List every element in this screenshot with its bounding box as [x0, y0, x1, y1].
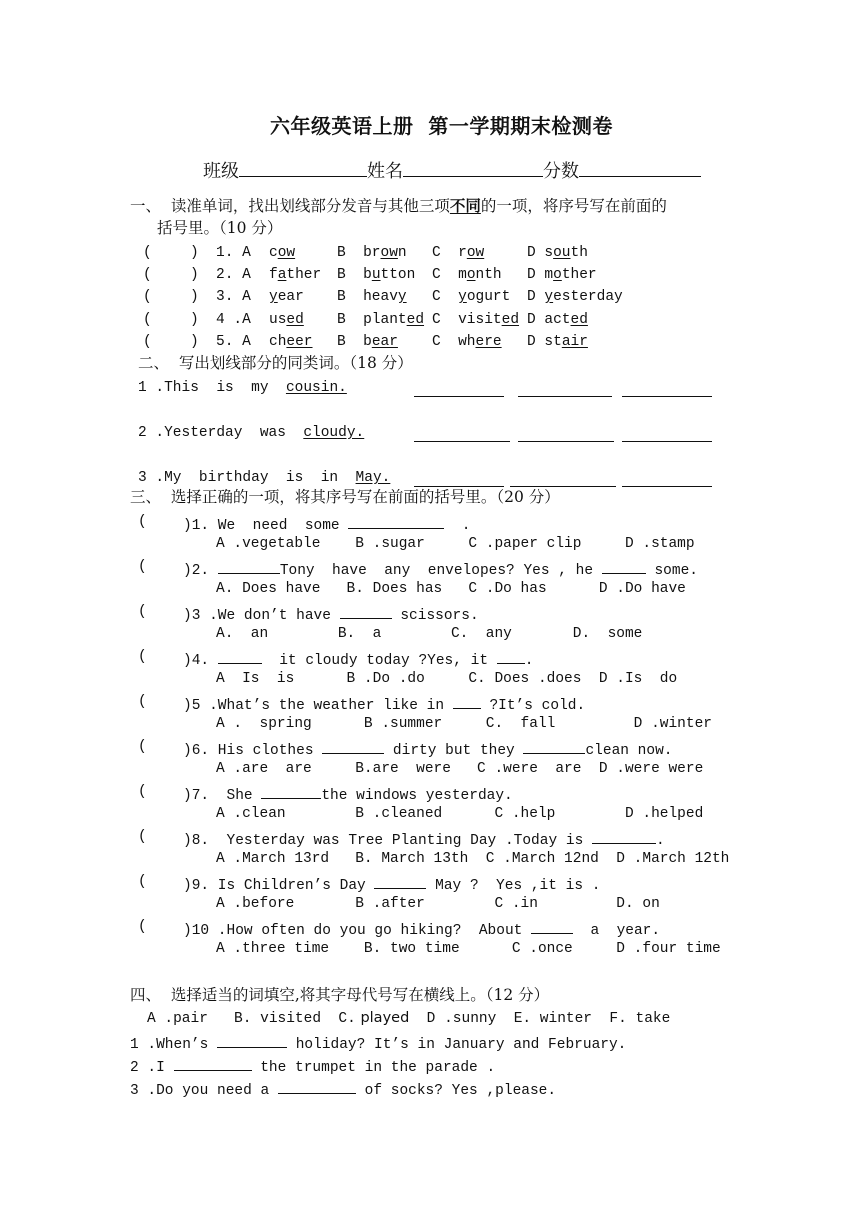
section-4-heading: 四、 选择适当的词填空,将其字母代号写在横线上。（12 分）: [130, 986, 550, 1004]
answer-blank[interactable]: [340, 602, 392, 619]
class-label: 班级: [203, 161, 239, 182]
mc-question: )7. She the windows yesterday.: [183, 782, 513, 806]
answer-blank[interactable]: [374, 872, 426, 889]
page-title: 六年级英语上册 第一学期期末检测卷: [270, 114, 613, 138]
underlined-part: air: [561, 334, 588, 350]
underlined-word: cousin.: [285, 380, 347, 396]
underlined-part: ed: [286, 312, 304, 328]
mc-options: A . spring B .summer C. fall D .winter: [216, 716, 712, 732]
underlined-part: a: [277, 267, 287, 283]
paren-open: (: [138, 694, 147, 710]
item-number: 3. A: [216, 289, 251, 305]
answer-blank[interactable]: [602, 557, 646, 574]
name-label: 姓名: [367, 161, 403, 182]
answer-slot[interactable]: [150, 917, 180, 935]
paren-close: ): [190, 267, 199, 283]
underlined-part: ear: [371, 334, 398, 350]
answer-blank[interactable]: [453, 692, 481, 709]
answer-blank[interactable]: [217, 1031, 287, 1048]
answer-blank[interactable]: [414, 425, 510, 442]
mc-options: A .are are B.are were C .were are D .were were: [216, 761, 704, 777]
underlined-part: ow: [380, 245, 398, 261]
paren-open: (: [138, 829, 147, 845]
underlined-part: y: [269, 289, 278, 305]
mc-options: A. Does have B. Does has C .Do has D .Do have: [216, 581, 686, 597]
synonym-question: 2 .Yesterday was cloudy.: [138, 425, 365, 441]
answer-blank[interactable]: [622, 425, 712, 442]
answer-slot[interactable]: [157, 334, 185, 350]
underlined-part: ow: [466, 245, 485, 261]
answer-blank[interactable]: [414, 380, 504, 397]
paren-close: ): [190, 245, 199, 261]
option: C month: [432, 267, 502, 283]
answer-blank[interactable]: [261, 782, 321, 799]
option: D acted: [527, 312, 588, 328]
mc-options: A. an B. a C. any D. some: [216, 626, 643, 642]
answer-blank[interactable]: [414, 470, 504, 487]
option: D stair: [527, 334, 588, 350]
answer-blank[interactable]: [518, 380, 612, 397]
emphasis-different: 不同: [449, 196, 481, 215]
mc-question: )9. Is Children’s Day May ? Yes ,it is .: [183, 872, 600, 896]
underlined-part: eer: [286, 334, 313, 350]
answer-blank[interactable]: [510, 470, 616, 487]
answer-blank[interactable]: [348, 512, 444, 529]
answer-slot[interactable]: [157, 289, 185, 305]
mc-options: A .three time B. two time C .once D .four time: [216, 941, 721, 957]
answer-blank[interactable]: [322, 737, 384, 754]
underlined-part: o: [553, 267, 562, 283]
paren-open: (: [138, 649, 147, 665]
option: cow: [269, 245, 296, 261]
underlined-part: y: [458, 289, 467, 305]
option: B button: [337, 267, 416, 283]
score-label: 分数: [543, 161, 579, 182]
underlined-part: ed: [570, 312, 588, 328]
answer-blank[interactable]: [518, 425, 614, 442]
underlined-word: cloudy.: [303, 425, 365, 441]
paren-open: (: [138, 784, 147, 800]
answer-blank[interactable]: [174, 1054, 252, 1071]
underlined-word: May.: [355, 470, 391, 486]
paren-open: (: [138, 919, 147, 935]
option: D south: [527, 245, 588, 261]
underlined-part: ou: [553, 245, 571, 261]
answer-slot[interactable]: [150, 692, 180, 710]
option: C visited: [432, 312, 520, 328]
word-bank: A .pair B. visited C. played D .sunny E. winter F. take: [147, 1010, 671, 1027]
name-blank[interactable]: [403, 160, 543, 177]
option: cheer: [269, 334, 313, 350]
answer-blank[interactable]: [278, 1077, 356, 1094]
item-number: 2. A: [216, 267, 251, 283]
answer-blank[interactable]: [218, 557, 280, 574]
section-1-heading: 一、 读准单词，找出划线部分发音与其他三项不同的一项，将序号写在前面的: [130, 196, 667, 215]
item-number: 5. A: [216, 334, 251, 350]
option: B heavy: [337, 289, 407, 305]
underlined-part: ed: [501, 312, 520, 328]
underlined-part: o: [466, 267, 476, 283]
mc-options: A Is is B .Do .do C. Does .does D .Is do: [216, 671, 678, 687]
mc-options: A .March 13rd B. March 13th C .March 12nd D .March 12th: [216, 851, 730, 867]
fill-in-question: 3 .Do you need a of socks? Yes ,please.: [130, 1077, 556, 1101]
paren-open: (: [138, 874, 147, 890]
paren-open: (: [138, 604, 147, 620]
answer-blank[interactable]: [592, 827, 656, 844]
option: B planted: [337, 312, 425, 328]
option: C where: [432, 334, 502, 350]
item-number: 1. A: [216, 245, 251, 261]
option: B brown: [337, 245, 407, 261]
mc-question: )1. We need some .: [183, 512, 470, 536]
mc-question: )3 .We don’t have scissors.: [183, 602, 479, 626]
option: father: [269, 267, 322, 283]
answer-slot[interactable]: [150, 827, 180, 845]
mc-question: )10 .How often do you go hiking? About a year.: [183, 917, 660, 941]
option: D mother: [527, 267, 597, 283]
option: C row: [432, 245, 485, 261]
answer-blank[interactable]: [218, 647, 262, 664]
option: B bear: [337, 334, 398, 350]
mc-question: )8. Yesterday was Tree Planting Day .Today is .: [183, 827, 665, 851]
fill-in-question: 2 .I the trumpet in the parade .: [130, 1054, 495, 1078]
paren-open: (: [143, 267, 152, 283]
paren-open: (: [138, 739, 147, 755]
underlined-part: u: [371, 267, 381, 283]
fill-in-question: 1 .When’s holiday? It’s in January and February.: [130, 1031, 626, 1055]
answer-blank[interactable]: [531, 917, 573, 934]
section-3-heading: 三、 选择正确的一项，将其序号写在前面的括号里。（20 分）: [130, 488, 560, 506]
mc-question: )4. it cloudy today ?Yes, it .: [183, 647, 533, 671]
paren-open: (: [138, 559, 147, 575]
answer-slot[interactable]: [150, 512, 180, 530]
mc-question: )5 .What’s the weather like in ?It’s cold.: [183, 692, 585, 716]
paren-open: (: [143, 245, 152, 261]
underlined-part: ow: [277, 245, 296, 261]
paren-open: (: [138, 514, 147, 530]
underlined-part: ed: [406, 312, 425, 328]
score-blank[interactable]: [579, 160, 701, 177]
paren-close: ): [190, 289, 199, 305]
option: year: [269, 289, 304, 305]
option: used: [269, 312, 304, 328]
answer-slot[interactable]: [150, 647, 180, 665]
mc-options: A .before B .after C .in D. on: [216, 896, 660, 912]
option: D yesterday: [527, 289, 623, 305]
student-info-line: [203, 160, 701, 182]
item-number: 4 .A: [216, 312, 251, 328]
synonym-question: 3 .My birthday is in May.: [138, 470, 391, 486]
mc-question: )2. Tony have any envelopes? Yes , he some.: [183, 557, 698, 581]
answer-slot[interactable]: [157, 312, 185, 328]
answer-slot[interactable]: [150, 557, 180, 575]
answer-slot[interactable]: [150, 602, 180, 620]
mc-question: )6. His clothes dirty but they clean now.: [183, 737, 672, 761]
option: C yogurt: [432, 289, 511, 305]
underlined-part: ere: [475, 334, 502, 350]
synonym-question: 1 .This is my cousin.: [138, 380, 347, 396]
section-2-heading: 二、 写出划线部分的同类词。（18 分）: [138, 354, 413, 372]
paren-open: (: [143, 334, 152, 350]
mc-options: A .vegetable B .sugar C .paper clip D .stamp: [216, 536, 695, 552]
mc-options: A .clean B .cleaned C .help D .helped: [216, 806, 704, 822]
answer-blank[interactable]: [622, 470, 712, 487]
answer-slot[interactable]: [150, 737, 180, 755]
section-1-heading-cont: 括号里。（10 分）: [157, 219, 283, 237]
answer-slot[interactable]: [157, 267, 185, 283]
answer-slot[interactable]: [150, 872, 180, 890]
answer-blank[interactable]: [497, 647, 525, 664]
underlined-part: y: [397, 289, 407, 305]
class-blank[interactable]: [239, 160, 367, 177]
underlined-part: y: [544, 289, 554, 305]
answer-blank[interactable]: [622, 380, 712, 397]
paren-open: (: [143, 312, 152, 328]
answer-slot[interactable]: [150, 782, 180, 800]
paren-open: (: [143, 289, 152, 305]
paren-close: ): [190, 334, 199, 350]
answer-blank[interactable]: [523, 737, 585, 754]
answer-slot[interactable]: [157, 245, 185, 261]
paren-close: ): [190, 312, 199, 328]
